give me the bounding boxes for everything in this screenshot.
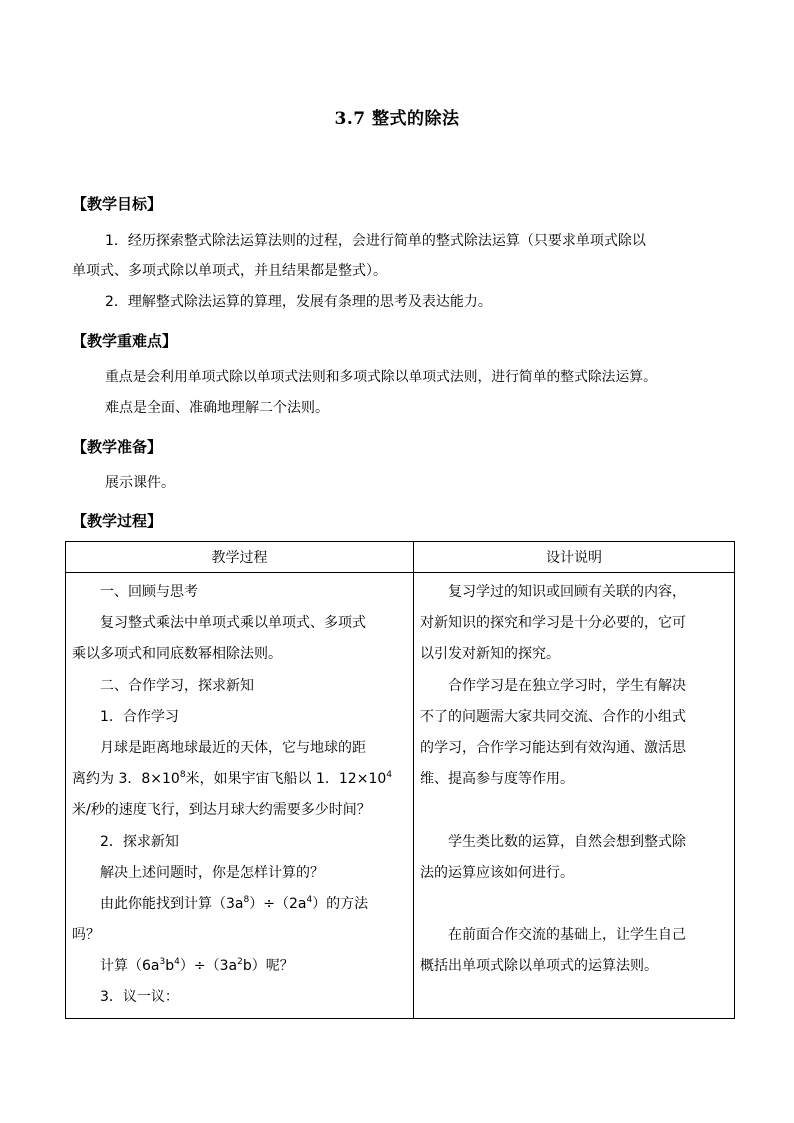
process-table bbox=[65, 541, 735, 1019]
process-line: 一、回顾与思考 bbox=[100, 584, 198, 600]
notes-line: 维、提高参与度等作用。 bbox=[420, 771, 574, 788]
process-heading: 【教学过程】 bbox=[72, 512, 163, 530]
process-line bbox=[72, 889, 407, 920]
objectives-line-2: 单项式、多项式除以单项式，并且结果都是整式）。 bbox=[72, 263, 387, 279]
exponent: 2 bbox=[237, 957, 243, 968]
table-header-row bbox=[66, 542, 735, 573]
notes-line: 在前面合作交流的基础上，让学生自己 bbox=[448, 927, 686, 944]
exponent: 3 bbox=[159, 957, 166, 968]
process-line: 吗？ bbox=[72, 927, 100, 944]
text-segment: ）的方法 bbox=[312, 895, 369, 912]
text-segment: b bbox=[165, 958, 175, 975]
notes-spacer bbox=[420, 889, 728, 920]
notes-line: 对新知识的探究和学习是十分必要的，它可 bbox=[420, 615, 686, 632]
notes-spacer bbox=[420, 795, 728, 826]
notes-line: 合作学习是在独立学习时，学生有解决 bbox=[448, 677, 686, 694]
notes-line: 的学习，合作学习能达到有效沟通、激活思 bbox=[420, 739, 686, 756]
objectives-line-3: 2．理解整式除法运算的算理，发展有条理的思考及表达能力。 bbox=[105, 294, 492, 310]
exponent: 8 bbox=[179, 770, 186, 781]
keypoints-line-2: 难点是全面、准确地理解二个法则。 bbox=[105, 400, 329, 416]
process-line: 复习整式乘法中单项式乘以单项式、多项式 bbox=[100, 615, 366, 632]
process-line bbox=[72, 764, 407, 795]
text-segment: 计算（6a bbox=[100, 958, 160, 975]
exponent: 4 bbox=[174, 957, 180, 968]
notes-line: 不了的问题需大家共同交流、合作的小组式 bbox=[420, 708, 686, 725]
objectives-line-1: 1．经历探索整式除法运算法则的过程，会进行简单的整式除法运算（只要求单项式除以 bbox=[105, 233, 646, 249]
process-line: 二、合作学习，探求新知 bbox=[100, 677, 254, 694]
page-title: 3.7 整式的除法 bbox=[334, 109, 460, 129]
notes-line: 复习学过的知识或回顾有关联的内容， bbox=[448, 584, 686, 600]
table-header-process: 教学过程 bbox=[66, 542, 414, 573]
text-segment: ）÷（3a bbox=[179, 958, 238, 975]
exponent: 4 bbox=[306, 894, 313, 905]
table-header-design-notes: 设计说明 bbox=[414, 542, 735, 573]
text-segment: ）÷（2a bbox=[249, 895, 307, 912]
process-line: 解决上述问题时，你是怎样计算的？ bbox=[100, 864, 324, 881]
keypoints-heading: 【教学重难点】 bbox=[72, 332, 178, 350]
preparation-heading: 【教学准备】 bbox=[72, 438, 163, 456]
text-segment: 米，如果宇宙飞船以 1．12×10 bbox=[185, 771, 387, 788]
process-line: 1．合作学习 bbox=[100, 708, 179, 725]
process-line: 米/秒的速度飞行，到达月球大约需要多少时间？ bbox=[72, 802, 371, 819]
exponent: 4 bbox=[386, 770, 392, 781]
process-line bbox=[72, 951, 407, 982]
notes-line: 学生类比数的运算，自然会想到整式除 bbox=[448, 833, 686, 850]
table-row bbox=[66, 573, 735, 1019]
notes-line: 以引发对新知的探究。 bbox=[420, 646, 560, 663]
preparation-line-1: 展示课件。 bbox=[105, 475, 175, 491]
process-cell bbox=[66, 573, 414, 1019]
text-segment: 离约为 3．8×10 bbox=[72, 771, 180, 788]
process-line: 3．议一议： bbox=[100, 989, 179, 1006]
process-line: 月球是距离地球最近的天体，它与地球的距 bbox=[100, 739, 366, 756]
keypoints-line-1: 重点是会利用单项式除以单项式法则和多项式除以单项式法则，进行简单的整式除法运算。 bbox=[105, 369, 657, 385]
notes-line: 法的运算应该如何进行。 bbox=[420, 864, 574, 881]
process-line: 2．探求新知 bbox=[100, 833, 179, 850]
text-segment: 由此你能找到计算（3a bbox=[100, 895, 244, 912]
design-notes-cell bbox=[414, 573, 735, 1019]
notes-line: 概括出单项式除以单项式的运算法则。 bbox=[420, 958, 658, 975]
text-segment: b）呢？ bbox=[242, 958, 294, 975]
exponent: 8 bbox=[243, 894, 250, 905]
process-line: 乘以多项式和同底数幂相除法则。 bbox=[72, 646, 282, 663]
objectives-heading: 【教学目标】 bbox=[72, 195, 163, 213]
